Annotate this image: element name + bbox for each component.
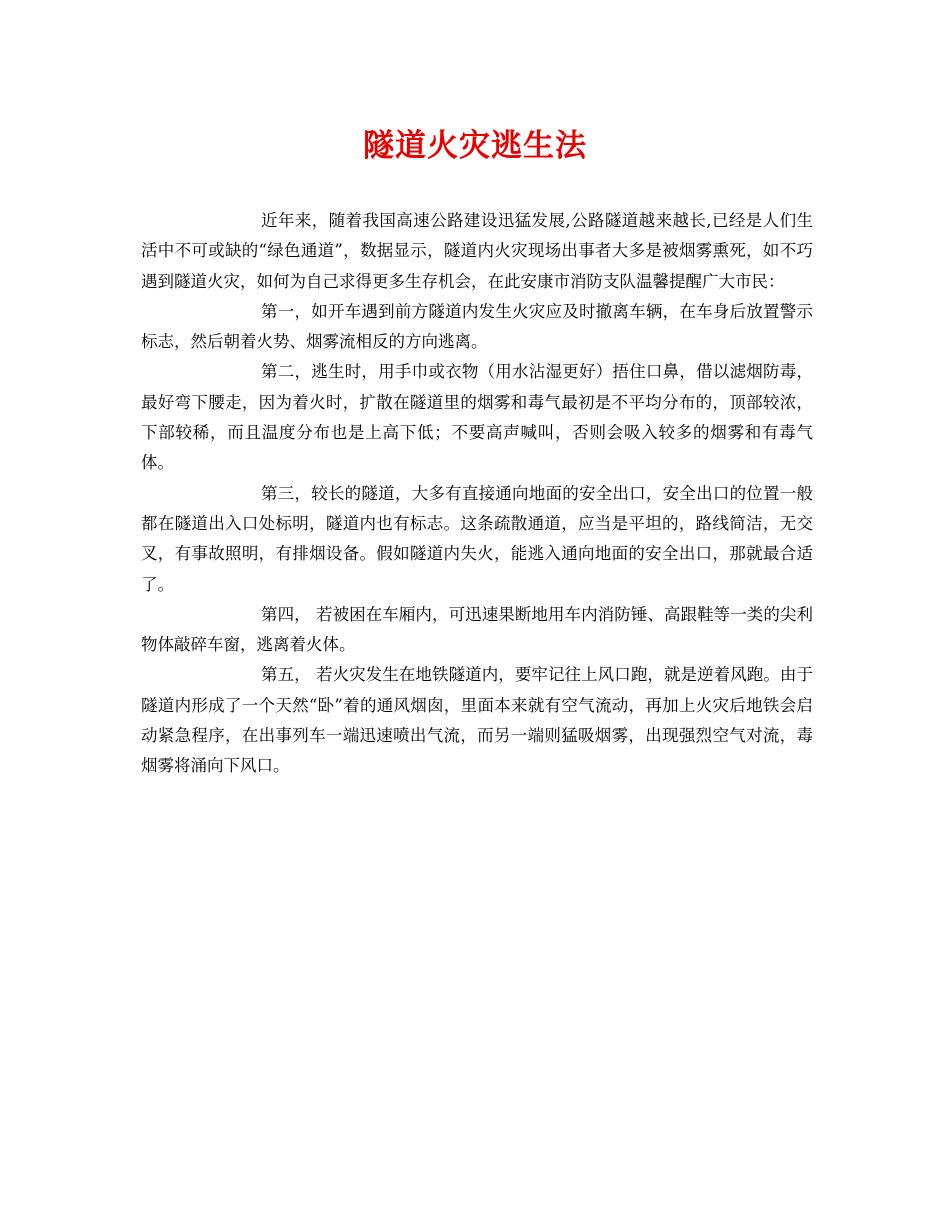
paragraph-third: 第三，较长的隧道，大多有直接通向地面的安全出口，安全出口的位置一般都在隧道出入口处标明，隧道内也有标志。这条疏散通道，应当是平坦的，路线简洁，无交叉，有事故照明，有排烟设备。假如隧道内失火，能逃入通向地面的安全出口，那就最合适了。 <box>141 483 813 594</box>
paragraph-fourth: 第四， 若被困在车厢内，可迅速果断地用车内消防锤、高跟鞋等一类的尖利物体敲碎车窗，逃离着火体。 <box>141 604 813 655</box>
document-body <box>141 206 813 782</box>
document-title: 隧道火灾逃生法 <box>363 128 587 164</box>
paragraph-second: 第二，逃生时，用手巾或衣物（用水沾湿更好）捂住口鼻，借以滤烟防毒，最好弯下腰走，因为着火时，扩散在隧道里的烟雾和毒气最初是不平均分布的，顶部较浓，下部较稀，而且温度分布也是上高下低；不要高声喊叫，否则会吸入较多的烟雾和有毒气体。 <box>141 362 813 473</box>
paragraph-first: 第一，如开车遇到前方隧道内发生火灾应及时撤离车辆，在车身后放置警示标志，然后朝着火势、烟雾流相反的方向逃离。 <box>141 301 813 352</box>
paragraph-fifth: 第五， 若火灾发生在地铁隧道内，要牢记往上风口跑，就是逆着风跑。由于隧道内形成了一个天然“卧”着的通风烟囱，里面本来就有空气流动，再加上火灾后地铁会启动紧急程序，在出事列车一端迅速喷出气流，而另一端则猛吸烟雾，出现强烈空气对流，毒烟雾将涌向下风口。 <box>141 665 813 776</box>
paragraph-intro: 近年来，随着我国高速公路建设迅猛发展,公路隧道越来越长,已经是人们生活中不可或缺的“绿色通道”，数据显示，隧道内火灾现场出事者大多是被烟雾熏死，如不巧遇到隧道火灾，如何为自己求得更多生存机会，在此安康市消防支队温馨提醒广大市民： <box>141 211 813 291</box>
